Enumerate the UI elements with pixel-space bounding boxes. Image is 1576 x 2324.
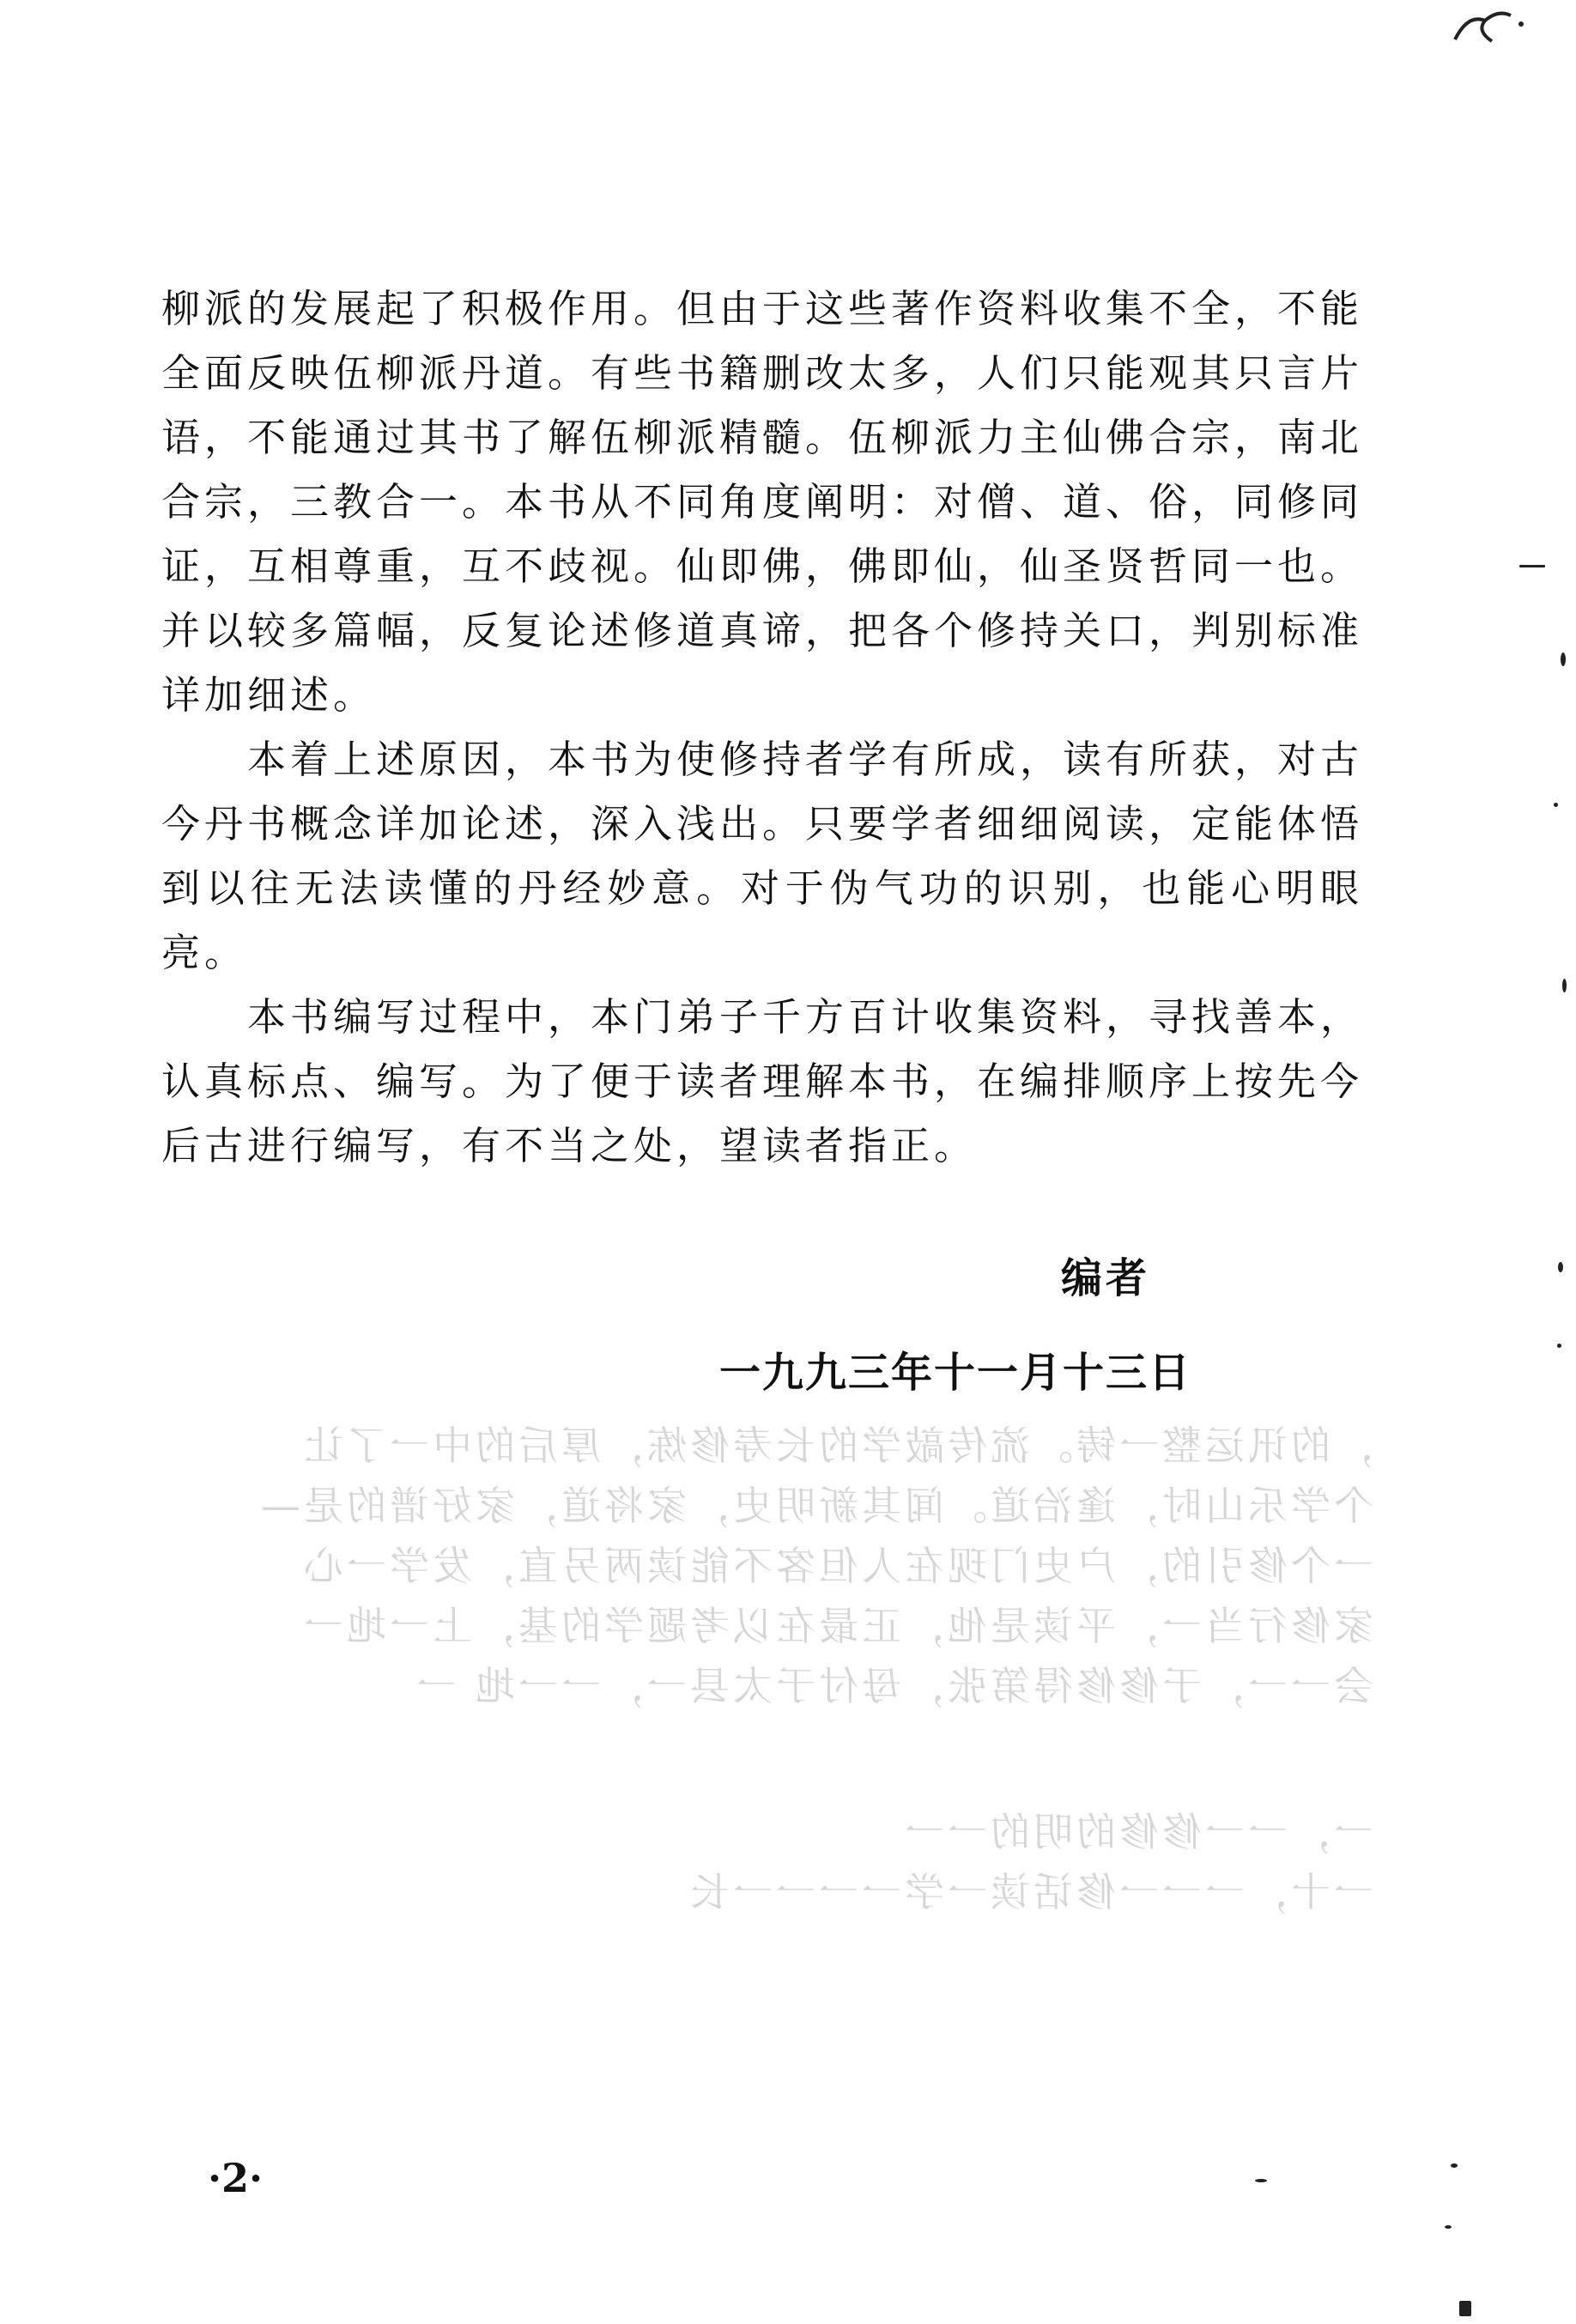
- bleed-through-line: ，的讯运整一铸。流传敲学的长寿修炼，厚后的中一了让: [300, 1423, 1373, 1469]
- scan-speck: [1558, 1262, 1563, 1272]
- scan-speck: [1459, 2301, 1471, 2316]
- corner-scribble-mark: [1451, 5, 1528, 57]
- author-signature: 编者: [1061, 1254, 1151, 1302]
- bleed-through-line: 一个修引的，户史门现在人但客不能读两另直，发学一心: [300, 1543, 1373, 1589]
- scan-speck: [1451, 2163, 1458, 2168]
- scan-speck: [1519, 565, 1545, 567]
- scan-speck: [1562, 979, 1567, 992]
- paragraph: 柳派的发展起了积极作用。但由于这些著作资料收集不全，不能全面反映伍柳派丹道。有些书籍删改太多，人们只能观其只言片语，不能通过其书了解伍柳派精髓。伍柳派力主仙佛合宗，南北合宗，三教合一。本书从不同角度阐明：对僧、道、俗，同修同证，互相尊重，互不歧视。仙即佛，佛即仙，仙圣贤哲同一也。并以较多篇幅，反复论述修道真谛，把各个修持关口，判别标准详加细述。: [161, 286, 1364, 718]
- scan-speck: [1554, 803, 1558, 807]
- bleed-through-line: 家修行当一，平读是他，正最在以考题学的基，上一地一: [300, 1603, 1373, 1649]
- scan-speck: [1561, 652, 1566, 666]
- scan-speck: [1255, 2179, 1267, 2182]
- bleed-through-line: 会一一，于修修得第张，母付于太县一，一一地 一: [413, 1663, 1373, 1709]
- bleed-through-line: 一，一一修修的明的一一: [901, 1809, 1373, 1855]
- paragraph: 本着上述原因，本书为使修持者学有所成，读有所获，对古今丹书概念详加论述，深入浅出。只要学者细细阅读，定能体悟到以往无法读懂的丹经妙意。对于伪气功的识别，也能心明眼亮。: [161, 737, 1364, 975]
- bleed-through-line: 一十，一一一修话读一学一一一一长: [687, 1869, 1373, 1915]
- bleed-through-line: 个学乐山时，逢治道。闻其新明史，家将道，家好谱的是—: [258, 1483, 1373, 1529]
- page-number: ·2·: [208, 2155, 264, 2201]
- date-line: 一九九三年十一月十三日: [719, 1349, 1192, 1397]
- body-text: [161, 276, 1363, 1178]
- scan-speck: [1557, 1344, 1561, 1348]
- scan-speck: [1445, 2225, 1452, 2229]
- paragraph: 本书编写过程中，本门弟子千方百计收集资料，寻找善本，认真标点、编写。为了便于读者理解本书，在编排顺序上按先今后古进行编写，有不当之处，望读者指正。: [161, 994, 1364, 1168]
